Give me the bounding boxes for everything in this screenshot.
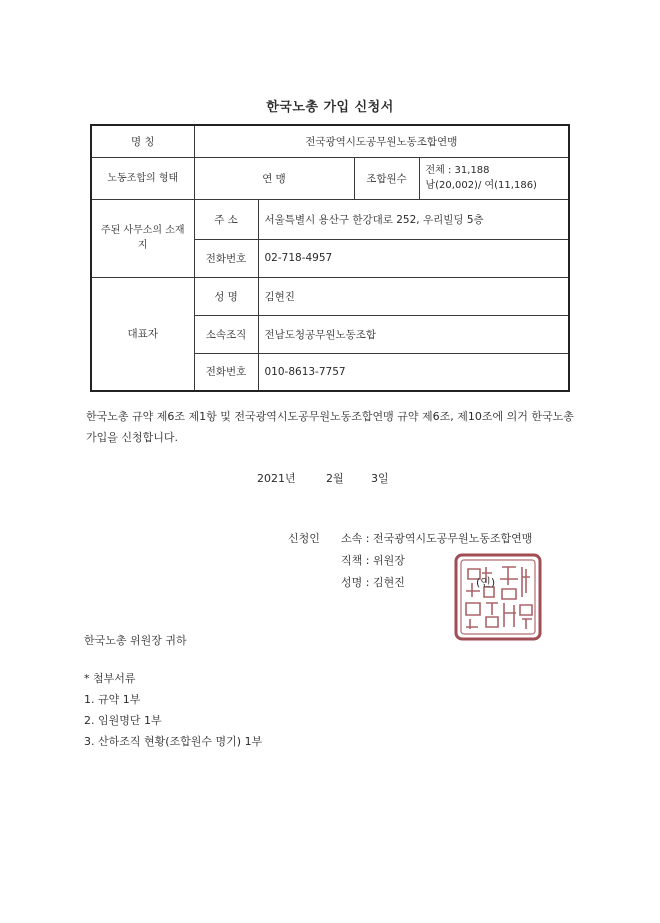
addressee: 한국노총 위원장 귀하	[84, 634, 187, 647]
date-day: 3일	[371, 472, 389, 485]
application-form-table	[90, 124, 570, 392]
application-statement: 한국노총 규약 제6조 제1항 및 전국광역시도공무원노동조합연맹 규약 제6조, 제10조에 의거 한국노총 가입을 신청합니다.	[86, 410, 574, 444]
members-total: 전체 : 31,188	[425, 165, 490, 176]
rep-name-value: 김현진	[258, 277, 569, 315]
office-phone-label: 전화번호	[194, 239, 258, 277]
date-month: 2월	[326, 472, 344, 485]
rep-phone-label: 전화번호	[194, 353, 258, 391]
rep-org-label: 소속조직	[194, 315, 258, 353]
seal-mark: (인)	[476, 576, 496, 589]
representative-label: 대표자	[91, 277, 194, 391]
applicant-name: 성명 : 김현진	[341, 576, 405, 589]
applicant-org: 소속 : 전국광역시도공무원노동조합연맹	[341, 532, 533, 545]
address-label: 주 소	[194, 199, 258, 239]
office-label: 주된 사무소의 소재지	[91, 199, 194, 277]
applicant-title: 직책 : 위원장	[341, 554, 405, 567]
members-split: 남(20,002)/ 여(11,186)	[425, 180, 537, 191]
rep-org-value: 전남도청공무원노동조합	[258, 315, 569, 353]
union-type-label: 노동조합의 형태	[91, 157, 194, 199]
org-name-label: 명 칭	[91, 125, 194, 157]
attachment-item: 1. 규약 1부	[84, 693, 141, 706]
applicant-label: 신청인	[288, 532, 320, 545]
rep-phone-value: 010-8613-7757	[258, 353, 569, 391]
members-value	[419, 157, 569, 199]
rep-name-label: 성 명	[194, 277, 258, 315]
members-label: 조합원수	[354, 157, 419, 199]
union-type-value: 연 맹	[194, 157, 354, 199]
attachment-item: 2. 임원명단 1부	[84, 714, 162, 727]
page-title: 한국노총 가입 신청서	[266, 100, 394, 115]
attachments-header: * 첨부서류	[84, 672, 136, 685]
address-value: 서울특별시 용산구 한강대로 252, 우리빌딩 5층	[258, 199, 569, 239]
official-seal-stamp	[452, 551, 544, 643]
org-name-value: 전국광역시도공무원노동조합연맹	[194, 125, 569, 157]
office-phone-value: 02-718-4957	[258, 239, 569, 277]
attachment-item: 3. 산하조직 현황(조합원수 명기) 1부	[84, 735, 263, 748]
date-year: 2021년	[257, 472, 296, 485]
